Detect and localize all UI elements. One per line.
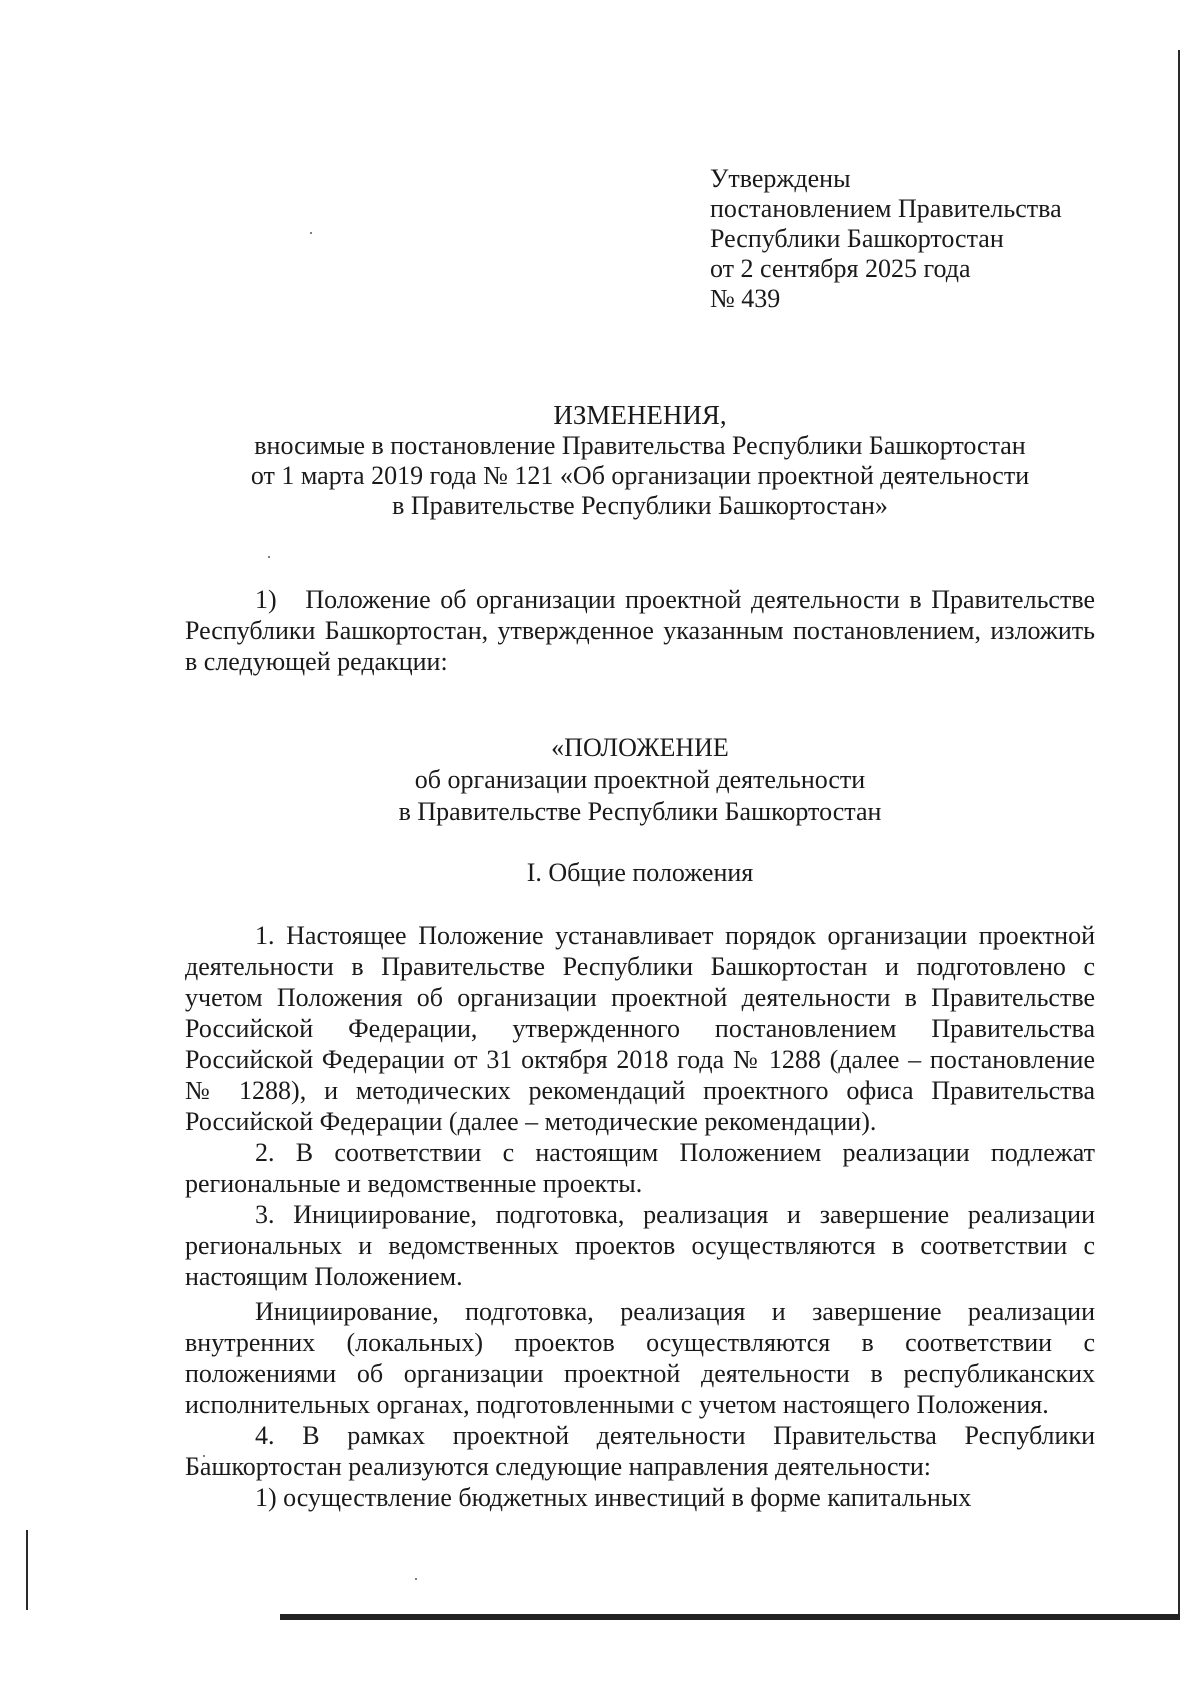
scan-edge-right [1178,50,1180,1620]
paragraph: 1. Настоящее Положение устанавливает порядок организации проектной деятельности в Правительстве Республики Башкортостан и подготовлено с учетом Положения об организации проектной деятельности в Правительстве Российской Федерации, утвержденного постановлением Правительства Российской Федерации от 31 октября 2018 года № 1288 (далее – постановление № 1288), и методических рекомендаций проектного офиса Правительства Российской Федерации (далее – методические рекомендации). [185,921,1095,1136]
approval-line: от 2 сентября 2025 года [710,254,971,283]
approval-line: Республики Башкортостан [710,224,1004,253]
regulation-subtitle: в Правительстве Республики Башкортостан [398,797,882,826]
approval-line: Утверждены [710,164,851,193]
scan-speck [415,1578,417,1580]
body-section [185,920,1095,1513]
regulation-heading [180,732,1100,828]
paragraph: 4. В рамках проектной деятельности Правительства Республики Башкортостан реализуются следующие направления деятельности: [185,1421,1095,1481]
document-title [180,400,1100,521]
approval-block [710,164,1130,314]
intro-paragraph: 1) Положение об организации проектной деятельности в Правительстве Республики Башкортостан, утвержденное указанным постановлением, изложить в следующей редакции: [185,585,1095,676]
scan-speck [310,232,312,234]
paragraph: Инициирование, подготовка, реализация и завершение реализации внутренних (локальных) проектов осуществляются в соответствии с положениями об организации проектной деятельности в республиканских исполнительных органах, подготовленными с учетом настоящего Положения. [185,1297,1095,1419]
scan-edge-left [26,1530,28,1610]
intro-section [185,584,1095,677]
title-line: от 1 марта 2019 года № 121 «Об организации проектной деятельности [250,461,1030,490]
title-heading: ИЗМЕНЕНИЯ, [553,400,727,430]
regulation-subtitle: об организации проектной деятельности [414,765,866,794]
approval-line: № 439 [710,284,781,313]
paragraph: 1) осуществление бюджетных инвестиций в форме капитальных [255,1483,972,1512]
paragraph: 3. Инициирование, подготовка, реализация и завершение реализации региональных и ведомственных проектов осуществляются в соответствии с настоящим Положением. [185,1200,1095,1291]
regulation-title: «ПОЛОЖЕНИЕ [551,733,729,762]
section-title: I. Общие положения [526,858,754,887]
paragraph: 2. В соответствии с настоящим Положением реализации подлежат региональные и ведомственные проекты. [185,1138,1095,1198]
title-line: в Правительстве Республики Башкортостан» [392,491,888,520]
scan-speck [268,556,270,558]
title-line: вносимые в постановление Правительства Республики Башкортостан [254,431,1026,460]
scan-edge-bottom [280,1614,1180,1620]
approval-line: постановлением Правительства [710,194,1062,223]
